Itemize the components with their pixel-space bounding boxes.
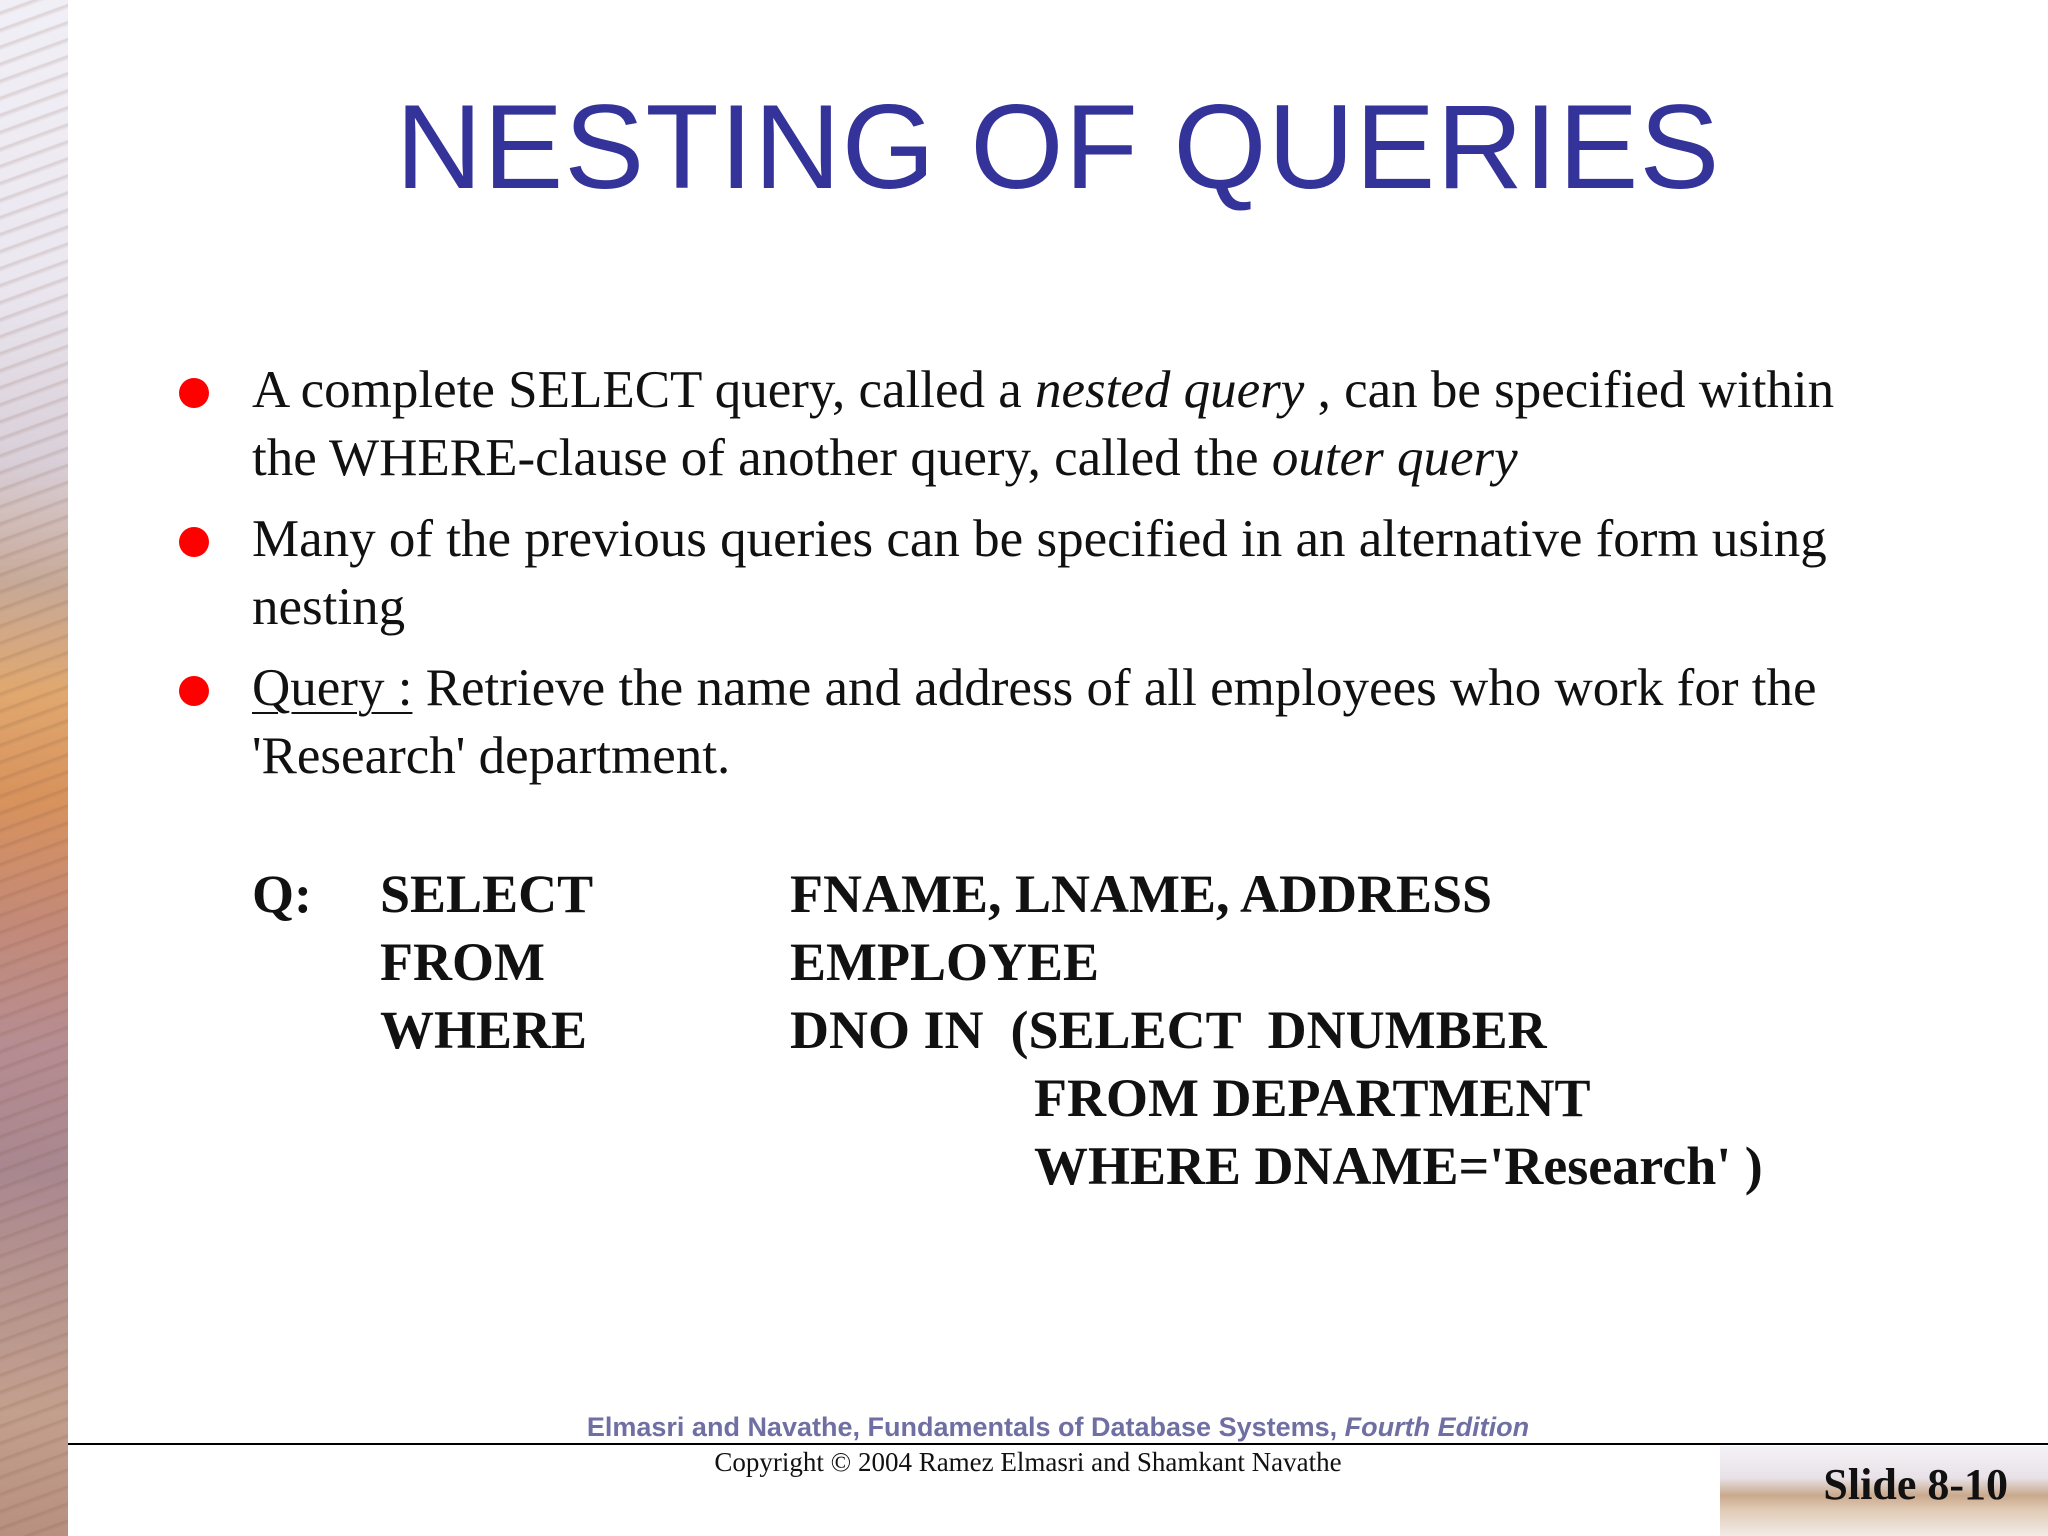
term-outer-query: outer query [1271, 429, 1518, 487]
query-label: Query : [252, 659, 413, 717]
sql-keyword: WHERE [380, 1000, 588, 1060]
bullet-list [175, 356, 1875, 803]
bullet-text: , can be specified within the WHERE-clause of another query, called the [252, 361, 1835, 487]
sql-query-block [252, 860, 1763, 1200]
sql-row [252, 860, 1493, 928]
bullet-text: Retrieve the name and address of all employees who work for the 'Research' department. [252, 659, 1817, 785]
bullet-dot-icon [179, 676, 209, 706]
footer-divider [68, 1443, 2048, 1445]
decorative-side-image [0, 0, 68, 1536]
sql-keyword: SELECT [380, 864, 594, 924]
sql-clause-value: EMPLOYEE [790, 932, 1100, 992]
slide-title: NESTING OF QUERIES [395, 80, 1721, 214]
sql-clause-value: FNAME, LNAME, ADDRESS [790, 864, 1493, 924]
sql-clause-value: DNO IN (SELECT DNUMBER [790, 1000, 1547, 1060]
slide-number: Slide 8-10 [1823, 1460, 2008, 1509]
sql-query-label: Q: [252, 864, 312, 924]
sql-subquery-row [252, 1132, 1763, 1200]
footer-book-title: Elmasri and Navathe, Fundamentals of Database Systems, [586, 1412, 1345, 1442]
sql-row [252, 928, 1100, 996]
sql-keyword: FROM [380, 932, 545, 992]
sql-subquery-line: WHERE DNAME='Research' ) [1034, 1136, 1763, 1196]
term-nested-query: nested query [1035, 361, 1305, 419]
bullet-text: A complete SELECT query, called a [252, 361, 1035, 419]
footer-book-credit [68, 1412, 2048, 1443]
footer-copyright: Copyright © 2004 Ramez Elmasri and Shamkant Navathe [714, 1447, 1342, 1477]
footer-edition: Fourth Edition [1344, 1412, 1530, 1442]
bullet-item [175, 356, 1875, 492]
sql-row [252, 996, 1547, 1064]
bullet-item [175, 654, 1875, 790]
bullet-dot-icon [179, 527, 209, 557]
sql-subquery-line: FROM DEPARTMENT [1034, 1068, 1591, 1128]
sql-subquery-row [252, 1064, 1591, 1132]
bullet-dot-icon [179, 378, 209, 408]
bullet-text: Many of the previous queries can be specified in an alternative form using nesting [252, 510, 1827, 636]
bullet-item [175, 505, 1875, 641]
